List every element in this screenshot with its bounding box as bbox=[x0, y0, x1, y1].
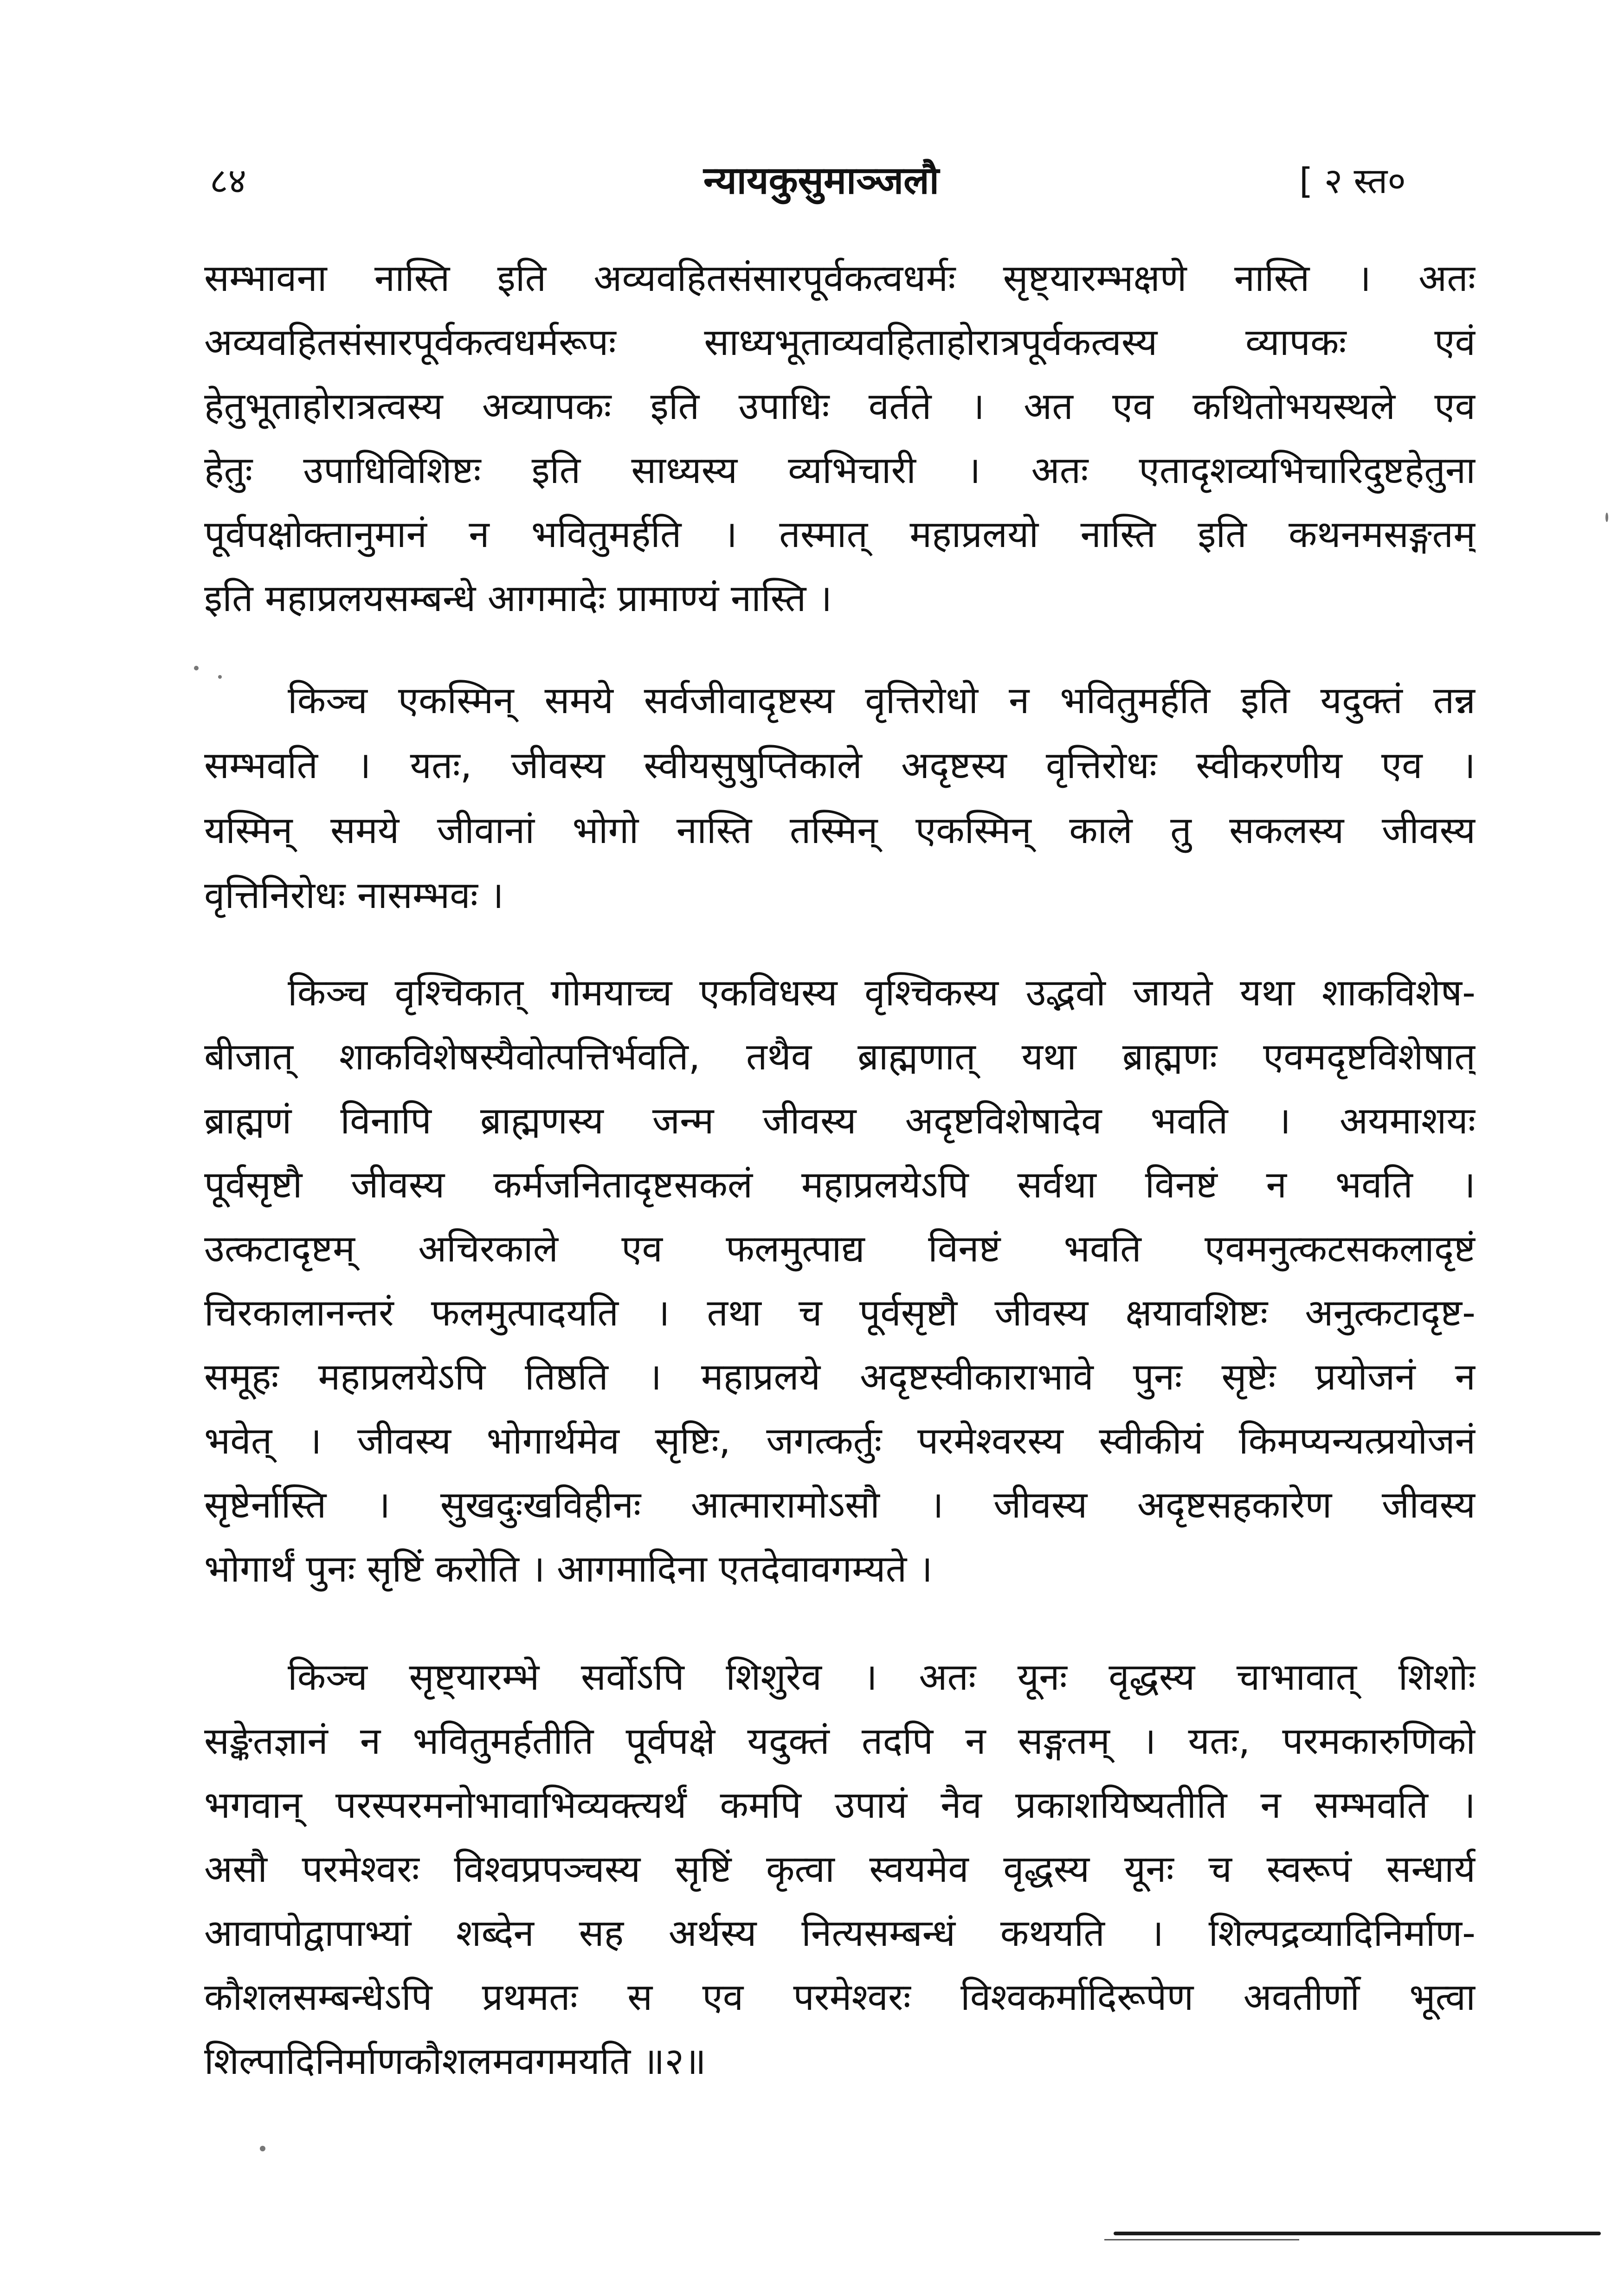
text-line: सम्भवति । यतः, जीवस्य स्वीयसुषुप्तिकाले अदृष्टस्य वृत्तिरोधः स्वीकरणीय एव । bbox=[204, 744, 1476, 787]
text-line: किञ्च सृष्ट्यारम्भे सर्वोऽपि शिशुरेव । अतः यूनः वृद्धस्य चाभावात् शिशोः bbox=[288, 1655, 1476, 1699]
text-line: शिल्पादिनिर्माणकौशलमवगमयति ॥२॥ bbox=[204, 2040, 706, 2083]
text-line: सम्भावना नास्ति इति अव्यवहितसंसारपूर्वकत्वधर्मः सृष्ट्यारम्भक्षणे नास्ति । अतः bbox=[204, 257, 1476, 300]
text-line: हेतुभूताहोरात्रत्वस्य अव्यापकः इति उपाधिः वर्तते । अत एव कथितोभयस्थले एव bbox=[204, 385, 1476, 428]
scan-speck bbox=[194, 666, 199, 670]
text-line: बीजात् शाकविशेषस्यैवोत्पत्तिर्भवति, तथैव ब्राह्मणात् यथा ब्राह्मणः एवमदृष्टविशेषात् bbox=[204, 1035, 1476, 1078]
text-line: इति महाप्रलयसम्बन्धे आगमादेः प्रामाण्यं नास्ति । bbox=[204, 577, 832, 620]
scan-speck bbox=[260, 2146, 265, 2151]
text-line: वृत्तिनिरोधः नासम्भवः । bbox=[204, 874, 504, 917]
text-line: किञ्च वृश्चिकात् गोमयाच्च एकविधस्य वृश्चिकस्य उद्भवो जायते यथा शाकविशेष- bbox=[288, 971, 1476, 1014]
text-line: उत्कटादृष्टम् अचिरकाले एव फलमुत्पाद्य विनष्टं भवति एवमनुत्कटसकलादृष्टं bbox=[204, 1227, 1476, 1270]
text-line: यस्मिन् समये जीवानां भोगो नास्ति तस्मिन् एकस्मिन् काले तु सकलस्य जीवस्य bbox=[204, 809, 1476, 852]
text-line: किञ्च एकस्मिन् समये सर्वजीवादृष्टस्य वृत्तिरोधो न भवितुमर्हति इति यदुक्तं तन्न bbox=[288, 679, 1476, 722]
text-line: चिरकालानन्तरं फलमुत्पादयति । तथा च पूर्वसृष्टौ जीवस्य क्षयावशिष्टः अनुत्कटादृष्ट- bbox=[204, 1291, 1476, 1334]
text-line: अव्यवहितसंसारपूर्वकत्वधर्मरूपः साध्यभूताव्यवहिताहोरात्रपूर्वकत्वस्य व्यापकः एवं bbox=[204, 321, 1476, 364]
running-title: न्यायकुसुमाञ्जलौ bbox=[703, 159, 939, 203]
text-line: सङ्केतज्ञानं न भवितुमर्हतीति पूर्वपक्षे यदुक्तं तदपि न सङ्गतम् । यतः, परमकारुणिको bbox=[204, 1719, 1476, 1763]
text-line: पूर्वसृष्टौ जीवस्य कर्मजनितादृष्टसकलं महाप्रलयेऽपि सर्वथा विनष्टं न भवति । bbox=[204, 1163, 1476, 1206]
text-line: हेतुः उपाधिविशिष्टः इति साध्यस्य व्यभिचारी । अतः एतादृशव्यभिचारिदुष्टहेतुना bbox=[204, 449, 1476, 492]
text-line: ब्राह्मणं विनापि ब्राह्मणस्य जन्म जीवस्य अदृष्टविशेषादेव भवति । अयमाशयः bbox=[204, 1099, 1476, 1142]
text-line: आवापोद्वापाभ्यां शब्देन सह अर्थस्य नित्यसम्बन्धं कथयति । शिल्पद्रव्यादिनिर्माण- bbox=[204, 1911, 1476, 1955]
text-line: भगवान् परस्परमनोभावाभिव्यक्त्यर्थं कमपि उपायं नैव प्रकाशयिष्यतीति न सम्भवति । bbox=[204, 1783, 1476, 1827]
scan-speck bbox=[1605, 513, 1608, 522]
text-line: भवेत् । जीवस्य भोगार्थमेव सृष्टिः, जगत्कर्तुः परमेश्वरस्य स्वीकीयं किमप्यन्यत्प्रयोजनं bbox=[204, 1419, 1476, 1462]
footer-rule bbox=[1114, 2232, 1601, 2235]
footer-rule-thin bbox=[1104, 2239, 1299, 2240]
page-number: ८४ bbox=[210, 160, 247, 201]
text-line: कौशलसम्बन्धेऽपि प्रथमतः स एव परमेश्वरः विश्वकर्मादिरूपेण अवतीर्णो भूत्वा bbox=[204, 1976, 1476, 2019]
text-line: भोगार्थं पुनः सृष्टिं करोति । आगमादिना एतदेवावगम्यते । bbox=[204, 1547, 933, 1590]
scan-speck bbox=[218, 675, 222, 679]
text-line: पूर्वपक्षोक्तानुमानं न भवितुमर्हति । तस्मात् महाप्रलयो नास्ति इति कथनमसङ्गतम् bbox=[204, 513, 1476, 556]
text-line: समूहः महाप्रलयेऽपि तिष्ठति । महाप्रलये अदृष्टस्वीकाराभावे पुनः सृष्टेः प्रयोजनं न bbox=[204, 1355, 1476, 1398]
text-line: सृष्टेर्नास्ति । सुखदुःखविहीनः आत्मारामोऽसौ । जीवस्य अदृष्टसहकारेण जीवस्य bbox=[204, 1483, 1476, 1526]
text-line: असौ परमेश्वरः विश्वप्रपञ्चस्य सृष्टिं कृत्वा स्वयमेव वृद्धस्य यूनः च स्वरूपं सन्धार्य bbox=[204, 1847, 1476, 1891]
section-label: [ २ स्त० bbox=[1299, 160, 1406, 201]
